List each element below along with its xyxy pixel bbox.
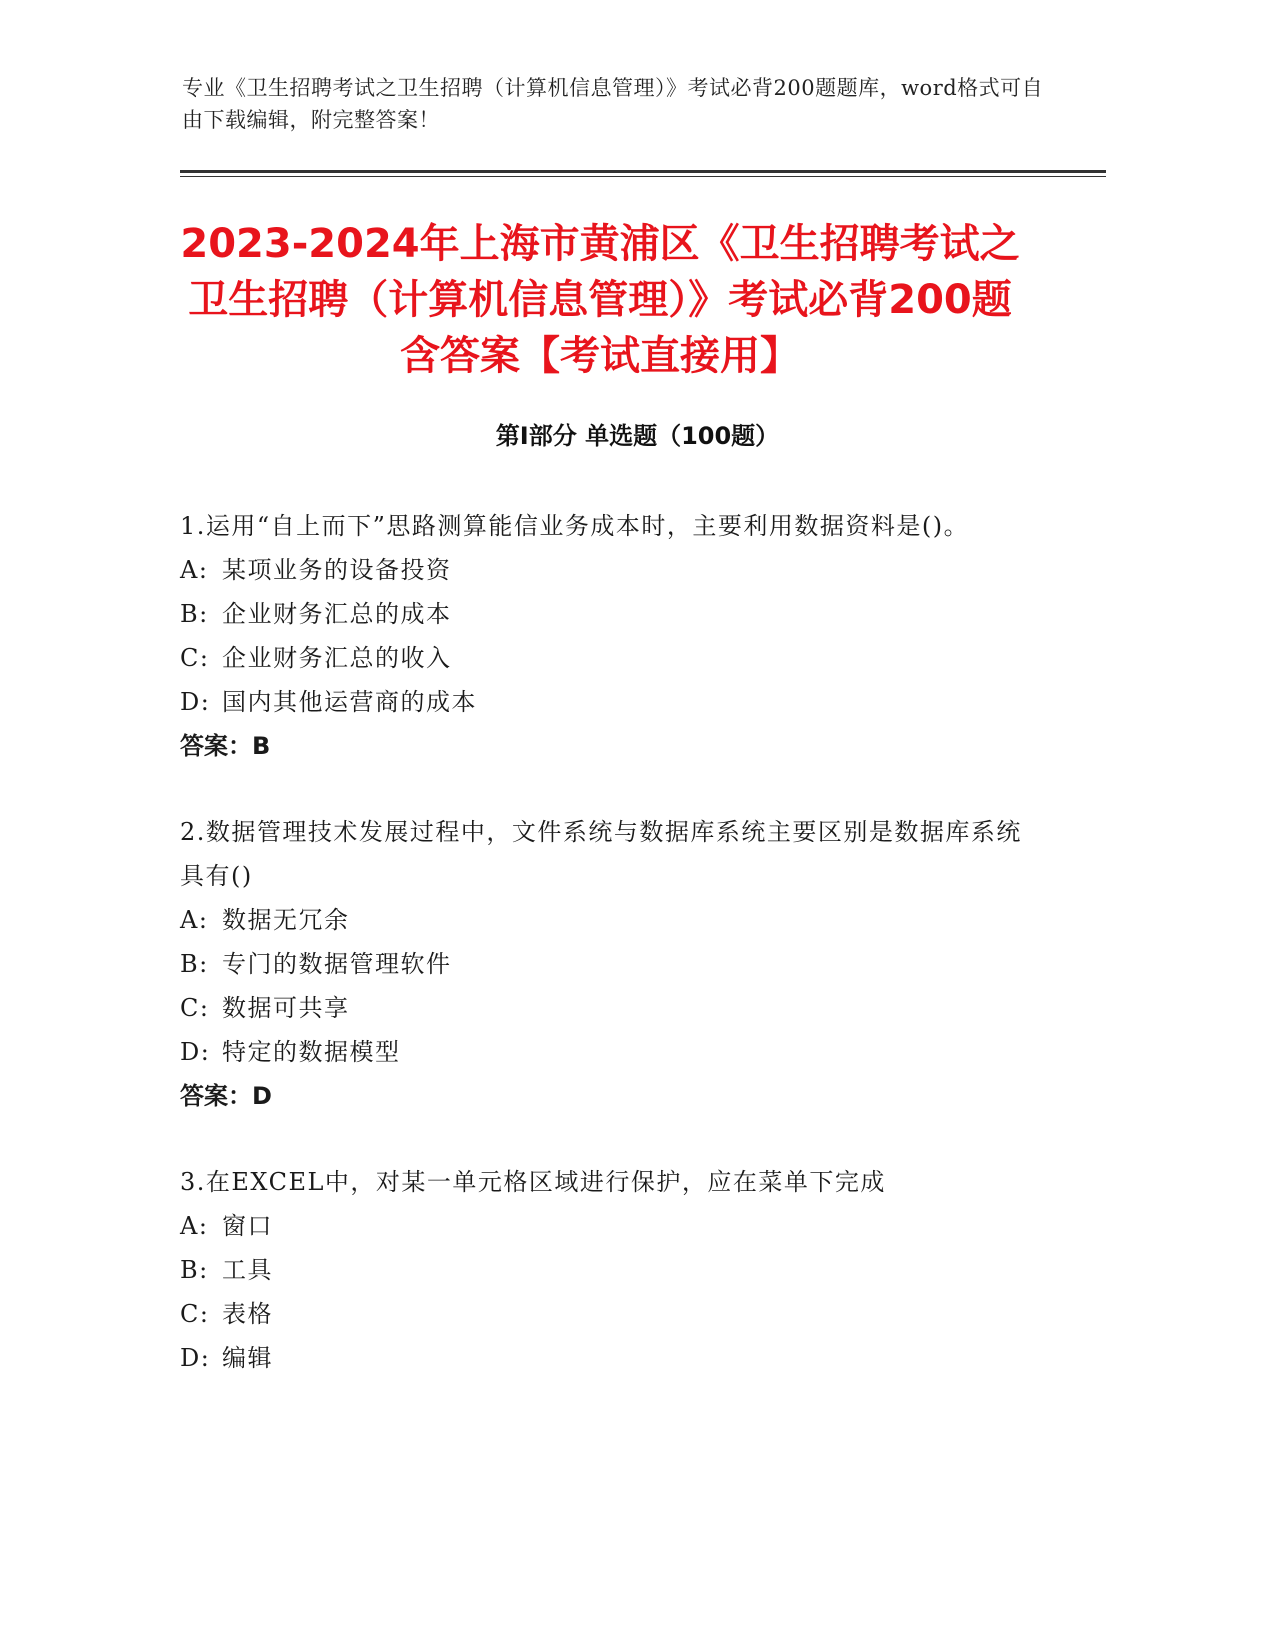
answer-label: 答案： <box>180 1082 252 1110</box>
question-stem: 1.运用“自上而下”思路测算能信业务成本时，主要利用数据资料是()。 <box>180 512 970 540</box>
question-item <box>180 810 1030 1118</box>
header-note: 专业《卫生招聘考试之卫生招聘（计算机信息管理）》考试必背200题题库，word格式可自由下载编辑，附完整答案！ <box>182 76 1044 132</box>
question-option <box>180 986 1030 1030</box>
question-option <box>180 680 1030 724</box>
question-option <box>180 1204 1030 1248</box>
question-stem: 3.在EXCEL中，对某一单元格区域进行保护，应在菜单下完成 <box>180 1168 886 1196</box>
option-text: 企业财务汇总的收入 <box>222 644 452 672</box>
question-option <box>180 592 1030 636</box>
answer-value: D <box>252 1082 272 1110</box>
option-text: 编辑 <box>222 1344 273 1372</box>
option-text: 工具 <box>222 1256 273 1284</box>
question-option <box>180 898 1030 942</box>
option-key: C: <box>180 994 210 1022</box>
option-key: A: <box>180 556 209 584</box>
section-title: 第Ⅰ部分 单选题（100题） <box>495 422 780 450</box>
question-option <box>180 942 1030 986</box>
question-item <box>180 504 1030 768</box>
option-text: 表格 <box>222 1300 273 1328</box>
option-text: 数据可共享 <box>222 994 350 1022</box>
question-option <box>180 1336 1030 1380</box>
question-stem: 2.数据管理技术发展过程中，文件系统与数据库系统主要区别是数据库系统具有() <box>180 818 1022 890</box>
document-title: 2023-2024年上海市黄浦区《卫生招聘考试之卫生招聘（计算机信息管理）》考试必背200题含答案【考试直接用】 <box>180 221 1020 379</box>
option-key: C: <box>180 1300 210 1328</box>
option-text: 企业财务汇总的成本 <box>222 600 452 628</box>
question-option <box>180 1248 1030 1292</box>
header-divider-thin <box>180 176 1106 177</box>
header-divider-thick <box>180 170 1106 173</box>
answer-value: B <box>252 732 271 760</box>
question-list <box>180 504 1030 1422</box>
answer-label: 答案： <box>180 732 252 760</box>
option-key: A: <box>180 906 209 934</box>
option-text: 某项业务的设备投资 <box>222 556 452 584</box>
question-answer <box>180 1074 1030 1118</box>
question-option <box>180 548 1030 592</box>
option-key: B: <box>180 600 209 628</box>
question-option <box>180 1292 1030 1336</box>
option-key: A: <box>180 1212 209 1240</box>
option-key: D: <box>180 1344 211 1372</box>
option-key: C: <box>180 644 210 672</box>
option-text: 数据无冗余 <box>222 906 350 934</box>
question-item <box>180 1160 1030 1380</box>
question-option <box>180 636 1030 680</box>
option-text: 国内其他运营商的成本 <box>222 688 477 716</box>
question-answer <box>180 724 1030 768</box>
option-text: 窗口 <box>222 1212 273 1240</box>
option-text: 特定的数据模型 <box>222 1038 401 1066</box>
option-key: B: <box>180 950 209 978</box>
question-option <box>180 1030 1030 1074</box>
option-key: D: <box>180 688 211 716</box>
option-key: D: <box>180 1038 211 1066</box>
option-key: B: <box>180 1256 209 1284</box>
option-text: 专门的数据管理软件 <box>222 950 452 978</box>
